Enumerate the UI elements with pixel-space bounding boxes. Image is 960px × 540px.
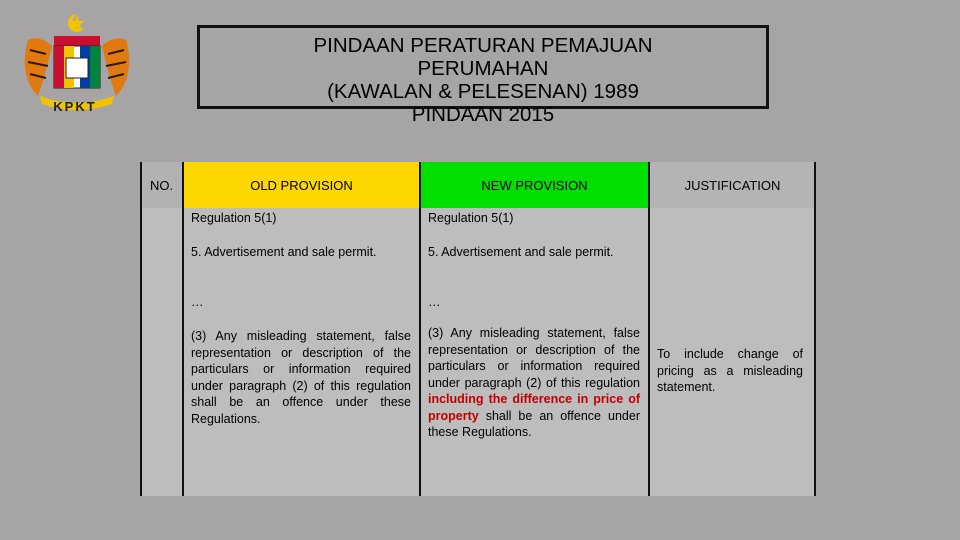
title-line-1: PINDAAN PERATURAN PEMAJUAN <box>313 34 653 57</box>
old-regulation-ref: Regulation 5(1) <box>191 211 277 225</box>
new-clause-highlight: including the difference in price of property <box>428 392 640 423</box>
justification-text: To include change of pricing as a misleading statement. <box>657 347 803 394</box>
old-ellipsis: … <box>191 295 204 309</box>
new-ellipsis: … <box>428 295 441 309</box>
title-line-4: PINDAAN 2015 <box>411 103 555 126</box>
header-old-provision: OLD PROVISION <box>183 162 420 208</box>
header-new-provision: NEW PROVISION <box>420 162 649 208</box>
new-clause-before: (3) Any misleading statement, false representation or description of the particulars or information required under paragraph (2) of this regulation <box>428 326 640 390</box>
title-line-3: (KAWALAN & PELESENAN) 1989 <box>327 80 639 103</box>
header-no: NO. <box>140 162 183 208</box>
header-justification: JUSTIFICATION <box>649 162 816 208</box>
new-clause-after: shall be an offence under these Regulations. <box>428 408 640 439</box>
new-section-heading: 5. Advertisement and sale permit. <box>428 245 614 259</box>
table-divider <box>182 162 184 496</box>
table-divider <box>140 162 142 496</box>
table-divider <box>419 162 421 496</box>
table-divider <box>814 162 816 496</box>
page-title <box>197 34 769 126</box>
no-column <box>140 208 183 496</box>
old-clause-text: (3) Any misleading statement, false representation or description of the particulars or information required under paragraph (2) of this regulation shall be an offence under these Regulations. <box>191 329 411 426</box>
new-regulation-ref: Regulation 5(1) <box>428 211 514 225</box>
new-clause-text <box>428 325 640 441</box>
table-divider <box>648 162 650 496</box>
logo-caption: KPKT <box>53 99 97 114</box>
old-section-heading: 5. Advertisement and sale permit. <box>191 245 377 259</box>
comparison-table <box>140 162 816 496</box>
title-line-2: PERUMAHAN <box>417 57 549 80</box>
